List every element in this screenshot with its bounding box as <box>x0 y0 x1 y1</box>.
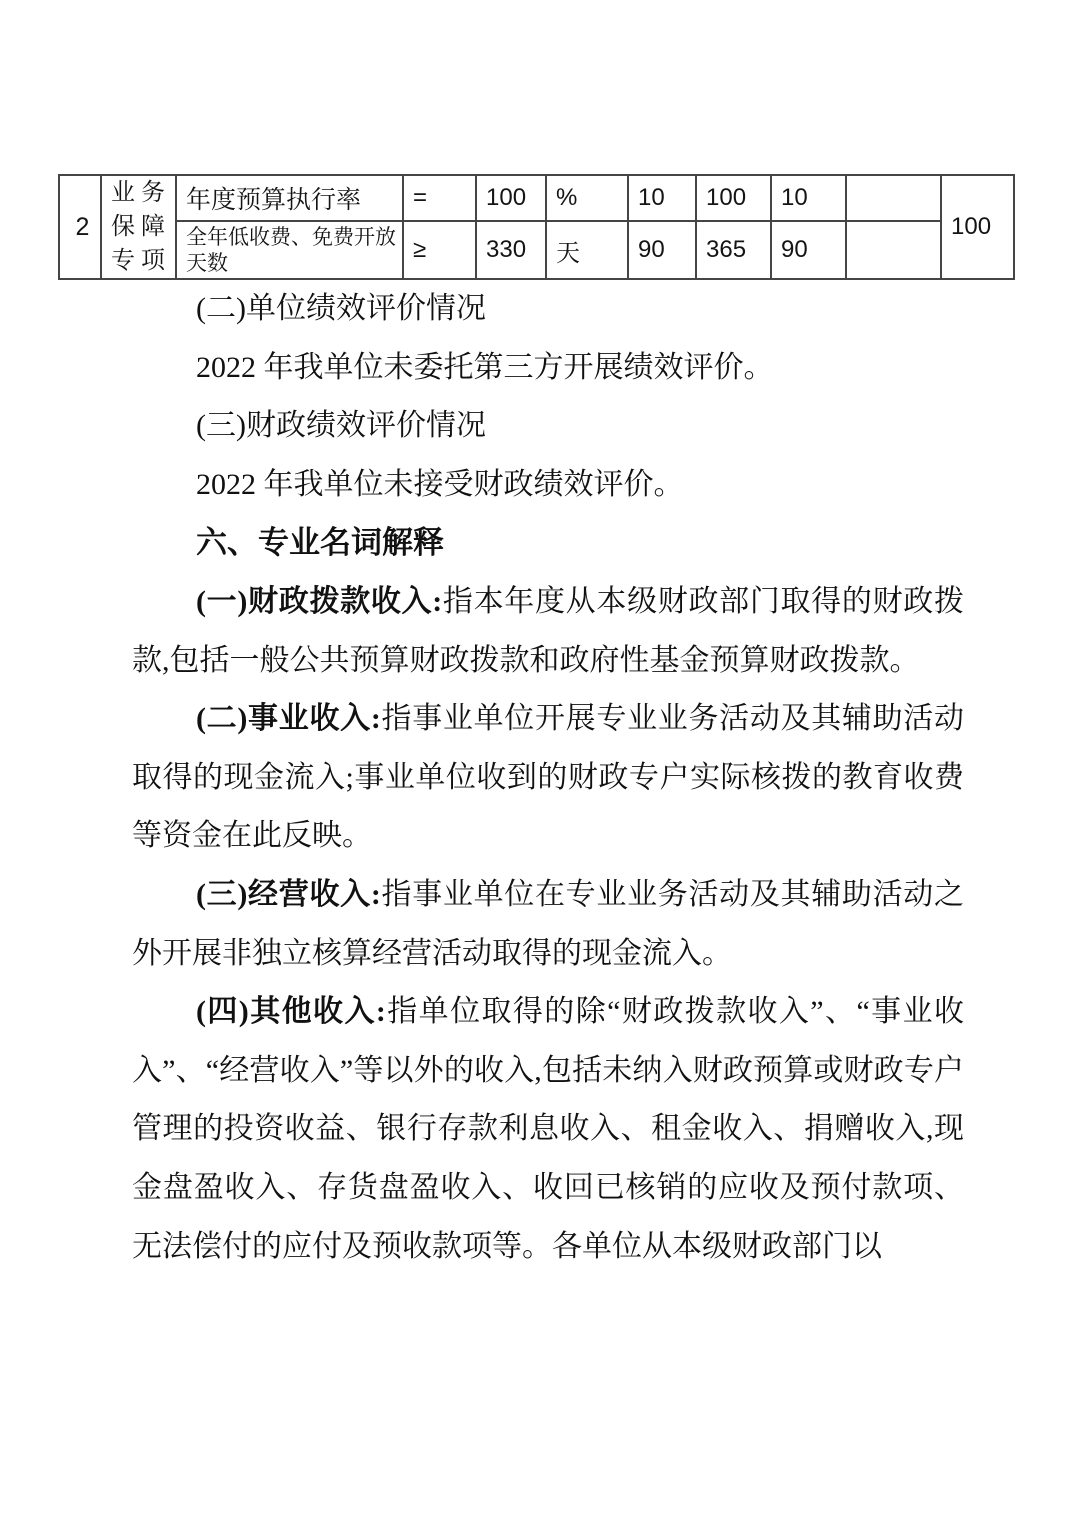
cell-indicator-name <box>176 221 403 279</box>
cell-weight: 10 <box>628 175 696 221</box>
paragraph-unit-evaluation: 2022 年我单位未委托第三方开展绩效评价。 <box>196 350 774 384</box>
paragraph-fiscal-evaluation: 2022 年我单位未接受财政绩效评价。 <box>196 467 684 501</box>
cell-target-value: 330 <box>476 221 546 279</box>
subheading-unit-evaluation: (二)单位绩效评价情况 <box>196 292 486 325</box>
term-lead: (四)其他收入: <box>196 995 386 1029</box>
term-lead: (三)经营收入: <box>196 877 381 911</box>
performance-indicator-table <box>58 174 1015 280</box>
cell-score: 10 <box>771 175 846 221</box>
term-paragraph-business-income <box>132 690 964 866</box>
term-text: 指本年度从本级财政部门取得的财政拨款,包括一般公共预算财政拨款和政府性基金预算财政拨款。 <box>132 584 964 677</box>
cell-actual-value: 365 <box>696 221 771 279</box>
term-text: 指事业单位在专业业务活动及其辅助活动之外开展非独立核算经营活动取得的现金流入。 <box>132 877 964 970</box>
term-paragraph-fiscal-appropriation <box>132 573 964 690</box>
section-heading-glossary: 六、专业名词解释 <box>196 525 444 561</box>
cell-score: 90 <box>771 221 846 279</box>
document-body <box>132 280 964 1276</box>
term-paragraph-operating-income <box>132 866 964 983</box>
cell-total-score: 100 <box>941 175 1014 279</box>
cell-note <box>846 175 941 221</box>
cell-sequence-number: 2 <box>59 175 101 279</box>
project-name-line: 保障 <box>111 214 171 240</box>
table-row <box>59 175 1014 221</box>
cell-indicator-name: 年度预算执行率 <box>176 175 403 221</box>
cell-actual-value: 100 <box>696 175 771 221</box>
cell-unit: % <box>546 175 628 221</box>
project-name-line: 业务 <box>111 180 171 206</box>
term-lead: (一)财政拨款收入: <box>196 584 443 618</box>
term-text: 指事业单位开展专业业务活动及其辅助活动取得的现金流入;事业单位收到的财政专户实际核拨的教育收费等资金在此反映。 <box>132 702 964 853</box>
indicator-name-line: 天数 <box>186 251 228 276</box>
term-text: 指单位取得的除“财政拨款收入”、“事业收入”、“经营收入”等以外的收入,包括未纳入财政预算或财政专户管理的投资收益、银行存款利息收入、租金收入、捐赠收入,现金盘盈收入、存货盘盈收入、收回已核销的应收及预付款项、无法偿付的应付及预收款项等。各单位从本级财政部门以 <box>132 995 964 1263</box>
cell-note <box>846 221 941 279</box>
term-lead: (二)事业收入: <box>196 702 381 736</box>
cell-operator: = <box>403 175 476 221</box>
project-name-line: 专项 <box>111 248 171 274</box>
table-row <box>59 221 1014 279</box>
subheading-fiscal-evaluation: (三)财政绩效评价情况 <box>196 409 486 443</box>
cell-operator: ≥ <box>403 221 476 279</box>
cell-weight: 90 <box>628 221 696 279</box>
indicator-name-line: 全年低收费、免费开放 <box>186 225 396 250</box>
cell-target-value: 100 <box>476 175 546 221</box>
cell-project-name <box>101 175 176 279</box>
cell-unit: 天 <box>546 221 628 279</box>
term-paragraph-other-income <box>132 983 964 1276</box>
